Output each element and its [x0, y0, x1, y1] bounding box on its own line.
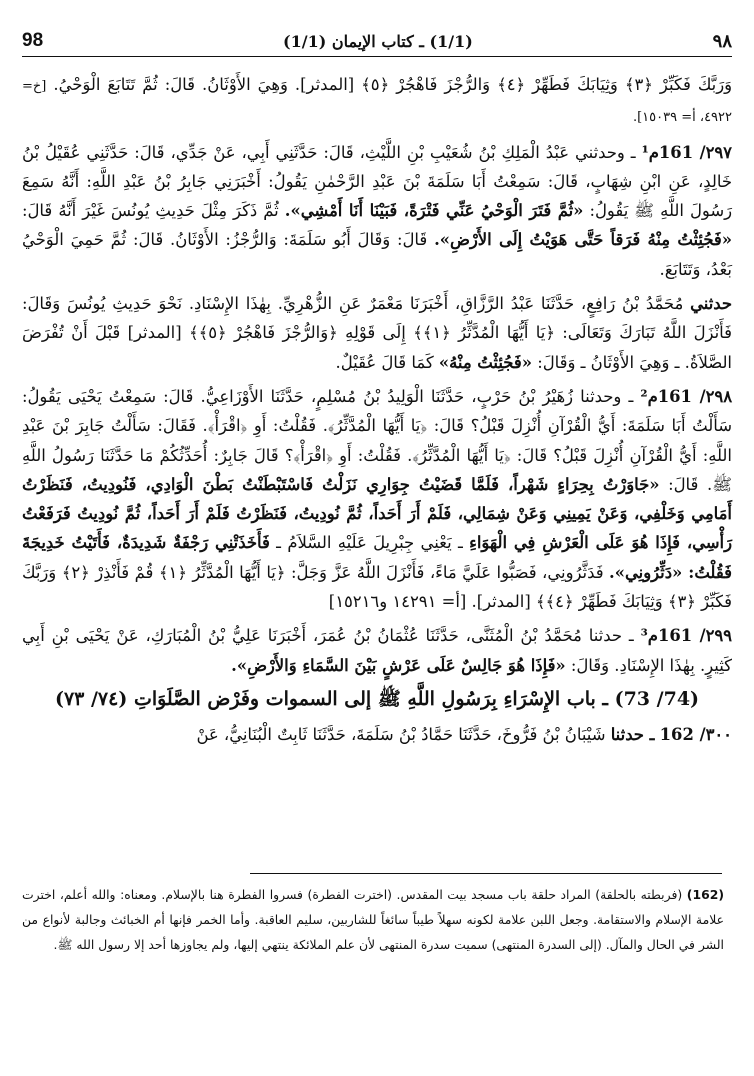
narration-lead: ـ حدثنا [610, 725, 655, 745]
hadith-isnad: ـ وحدثني عَبْدُ الْمَلِكِ بْنُ شُعَيْبِ بْنِ اللَّيْثِ، قَالَ: حَدَّثَنِي أَبِي، عَنْ جَدِّي، قَالَ: حَدَّثَنِي عُقَيْلُ بْنُ خَالِدٍ، عَنِ ابْنِ شِهَابٍ، قَالَ: سَمِعْتُ أَبَا سَلَمَةَ بْنَ عَبْدِ الرَّحْمٰنِ يَقُولُ: أَخْبَرَنِي جَابِرُ بْنُ عَبْدِ اللَّهِ: أَنَّهُ سَمِعَ رَسُولَ اللَّهِ ﷺ يَقُولُ: [22, 142, 732, 221]
main-text [22, 70, 732, 755]
hadith-isnad: ـ حدثنا مُحَمَّدُ بْنُ الْمُثَنَّى، حَدَّثَنَا عُثْمَانُ بْنُ عُمَرَ، أَخْبَرَنَا عَلِيُّ بْنُ الْمُبَارَكِ، عَنْ يَحْيَى بْنِ أَبِي كَثِيرٍ. بِهٰذَا الإِسْنَادِ. وَقَالَ: [22, 626, 732, 675]
hadith-isnad: شَيْبَانُ بْنُ فَرُّوخَ، حَدَّثَنَا حَمَّادُ بْنُ سَلَمَةَ، حَدَّثَنَا ثَابِتٌ الْبُنَانِيُّ، عَنْ [196, 725, 606, 745]
page-number-latin: 98 [22, 30, 44, 51]
hadith-continuation: ثُمَّ ذَكَرَ مِثْلَ حَدِيثِ يُونُسَ غَيْرَ أَنَّهُ قَالَ: [22, 201, 279, 221]
footnote-text: (فربطته بالحلقة) المراد حلقة باب مسجد بيت المقدس. (اخترت الفطرة) فسروا الفطرة هنا بالإسلام. ومعناه: والله أعلم، اخترت علامة الإسلام والاستقامة. وجعل اللبن علامة لكونه سهلاً طيباً سائغاً للشاربين، سليم العاقبة. وأما الخمر فإنها أم الخبائث وجالبة لأنواع من الشر في الحال والمآل. (إلى السدرة المنتهى) سميت سدرة المنتهى لأن علم الملائكة ينتهي إليها، ولم يجاوزها أحد إلا رسول الله ﷺ. [22, 887, 724, 952]
hadith-matn: «جَاوَرْتُ بِحِرَاءٍ شَهْراً، فَلَمَّا قَضَيْتُ جِوَارِي نَزَلْتُ فَاسْتَبْطَنْتُ بَطْنَ الْوَادِي، فَنُودِيتُ، فَنَظَرْتُ أَمَامِي وَخَلْفِي، وَعَنْ يَمِينِي وَعَنْ شِمَالِي، فَلَمْ أَرَ أَحَداً، ثُمَّ نُودِيتُ، فَنَظَرْتُ فَلَمْ أَرَ أَحَداً، ثُمَّ نُودِيتُ فَرَفَعْتُ رَأْسِي، فَإِذَا هُوَ عَلَى الْعَرْشِ فِي الْهَوَاءِ [22, 474, 732, 553]
hadith-isnad: مُحَمَّدُ بْنُ رَافِعٍ، حَدَّثَنَا عَبْدُ الرَّزَّاقِ، أَخْبَرَنَا مَعْمَرٌ عَنِ الزُّهْرِيِّ. بِهٰذَا الإِسْنَادِ. نَحْوَ حَدِيثِ يُونُسَ وَقَالَ: فَأَنْزَلَ اللَّهُ تَبَارَكَ وَتَعَالَى: ﴿يَا أَيُّهَا الْمُدَّثِّرُ ﴿١﴾﴾ إِلَى قَوْلِهِ ﴿وَالرُّجْزَ فَاهْجُرْ ﴿٥﴾﴾ [المدثر] قَبْلَ أَنْ تُفْرَضَ الصَّلاَةُ. ـ وَهِيَ الأَوْثَانُ ـ وَقَالَ: [22, 294, 732, 372]
quran-verses: وَرَبَّكَ فَكَبِّرْ ﴿٣﴾ وَثِيَابَكَ فَطَهِّرْ ﴿٤﴾ وَالرُّجْزَ فَاهْجُرْ ﴿٥﴾ [المدثر]. وَهِيَ الأَوْثَانُ. قَالَ: ثُمَّ تَتَابَعَ الْوَحْيُ. [53, 75, 733, 94]
running-header [22, 26, 732, 57]
hadith-continuation: ـ يَعْنِي جِبْرِيلَ عَلَيْهِ السَّلاَمُ ـ [276, 533, 463, 553]
hadith-isnad: ـ وحدثنا زُهَيْرُ بْنُ حَرْبٍ، حَدَّثَنَا الْوَلِيدُ بْنُ مُسْلِمٍ، حَدَّثَنَا الأَوْزَاعِيُّ. قَالَ: سَمِعْتُ يَحْيَى يَقُولُ: سَأَلْتُ أَبَا سَلَمَةَ: أَيُّ الْقُرْآنِ أُنْزِلَ قَبْلُ؟ قَالَ: ﴿يَا أَيُّهَا الْمُدَّثِّرُ﴾. فَقُلْتُ: أَوِ ﴿اقْرَأْ﴾. فَقَالَ: سَأَلْتُ جَابِرَ بْنَ عَبْدِ اللَّهِ: أَيُّ الْقُرْآنِ أُنْزِلَ قَبْلُ؟ قَالَ: ﴿يَا أَيُّهَا الْمُدَّثِّرُ﴾. فَقُلْتُ: أَوِ ﴿اقْرَأْ﴾؟ قَالَ جَابِرٌ: أُحَدِّثُكُمْ مَا حَدَّثَنَا رَسُولُ اللَّهِ ﷺ. قَالَ: [22, 386, 733, 494]
hadith-matn: «فَجُئِثْتُ مِنْهُ فَرَقاً حَتَّى هَوَيْتُ إِلَى الأَرْضِ». [434, 230, 733, 250]
chapter-heading: (74/ 73) ـ باب الإِسْرَاءِ بِرَسُولِ اللَّهِ ﷺ إلى السموات وفَرْض الصَّلَوَاتِ (٧٤/ ٧٣) [54, 687, 700, 710]
running-title: (1/1) ـ كتاب الإيمان (1/1) [283, 31, 473, 51]
paragraph-quran-continuation [22, 70, 732, 133]
hadith-matn: فَأَخَذَتْنِي رَجْفَةٌ شَدِيدَةٌ، فَأَتَيْتُ خَدِيجَةَ فَقُلْتُ: «دَثِّرُونِي». [22, 533, 732, 582]
hadith-number: ٢٩٩/ 161م³ [640, 626, 732, 646]
footnote-separator [250, 873, 722, 874]
hadith-continuation: كَمَا قَالَ عُقَيْلٌ. [335, 352, 434, 372]
footnote [22, 882, 724, 957]
hadith-matn: «ثُمَّ فَتَرَ الْوَحْيُ عَنِّي فَتْرَةً، فَبَيْنَا أَنَا أَمْشِي». [284, 201, 584, 221]
hadith-number: ٣٠٠/ 162 [659, 725, 732, 745]
hadith-matn: «فَجُئِثْتُ مِنْهُ» [438, 352, 532, 372]
page-number-arabic: ٩٨ [712, 30, 732, 52]
hadith-297 [22, 138, 732, 284]
cross-reference: [خ= ٤٩٢٢، أ= ١٥٠٣٩]. [22, 79, 732, 126]
hadith-298 [22, 382, 732, 616]
hadith-number: ٢٩٨/ 161م² [640, 386, 733, 406]
hadith-300 [22, 720, 732, 749]
footnote-number: (162) [686, 887, 724, 902]
hadith-297-variant [22, 289, 732, 377]
hadith-continuation: فَدَثَّرُونِي، فَصَبُّوا عَلَيَّ مَاءً، فَأَنْزَلَ اللَّهُ عَزَّ وَجَلَّ: ﴿يَا أَيُّهَا الْمُدَّثِّرُ ﴿١﴾ قُمْ فَأَنْذِرْ ﴿٢﴾ وَرَبَّكَ فَكَبِّرْ ﴿٣﴾ وَثِيَابَكَ فَطَهِّرْ ﴿٤﴾﴾ [المدثر]. [أ= ١٤٢٩١ و١٥٢١٦] [22, 562, 732, 612]
narration-lead: حدثني [690, 294, 732, 314]
hadith-299 [22, 621, 732, 680]
hadith-matn: «فَإِذَا هُوَ جَالِسٌ عَلَى عَرْشٍ بَيْنَ السَّمَاءِ وَالأَرْضِ». [231, 655, 566, 675]
hadith-number: ٢٩٧/ 161م¹ [641, 142, 732, 162]
hadith-continuation: قَالَ: وَقَالَ أَبُو سَلَمَةَ: وَالرُّجْزُ: الأَوْثَانُ. قَالَ: ثُمَّ حَمِيَ الْوَحْيُ بَعْدُ، وَتَتَابَعَ. [22, 230, 732, 279]
